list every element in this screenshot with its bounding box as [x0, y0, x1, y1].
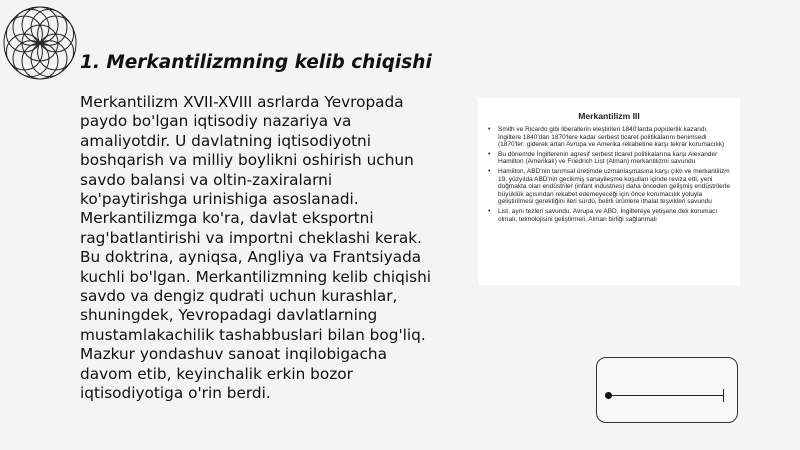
image-bullet: • List, aynı tezleri savundu. Avrupa ve ABD, İngiltereye yetişene dek korumacı olmalı, teknolojisini geliştirmeli, Alman birliği sağlanmalı: [498, 208, 730, 223]
rosette-ornament-icon: [2, 0, 78, 86]
playhead-dot-icon[interactable]: [605, 392, 612, 399]
slide-title: 1. Merkantilizmning kelib chiqishi: [80, 52, 432, 73]
slide-body-text: Merkantilizm XVII-XVIII asrlarda Yevropada paydo bo'lgan iqtisodiy nazariya va amaliyotdir. U davlatning iqtisodiyotni boshqarish va milliy boylikni oshirish uchun savdo balansi va oltin-zaxiralarni ko'paytirishga urinishiga asoslanadi. Merkantilizmga ko'ra, davlat eksportni rag'batlantirishi va importni cheklashi kerak. Bu doktrina, ayniqsa, Angliya va Frantsiyada kuchli bo'lgan. Merkantilizmning kelib chiqishi savdo va dengiz qudrati uchun kurashlar, shuningdek, Yevropadagi davlatlarning mustamlakachilik tashabbuslari bilan bog'liq. Mazkur yondashuv sanoat inqilobigacha davom etib, keyinchalik erkin bozor iqtisodiyotiga o'rin berdi.: [80, 93, 432, 403]
media-player-control[interactable]: [596, 357, 738, 423]
image-bullet: • Bu dönemde İngilterenin agresif serbest ticaret politikalarına karşı Alexander Hamilton (Amerikalı) ve Friedrich List (Alman) merkantilizmi savundu: [498, 151, 730, 166]
image-bullet-list: [478, 126, 740, 223]
image-title: Merkantilizm III: [578, 111, 640, 121]
seek-bar[interactable]: [608, 395, 723, 396]
image-bullet: • Smith ve Ricardo gibi liberallerin eleştirileri 1840'larda popülerlik kazandı. İngiltere 1840'dan 1870'lere kadar serbest ticaret politikalarını benimsedi (1870'ler: giderek artan Avrupa ve Amerika rekabetine karşı tekrar korumacılık): [498, 126, 730, 149]
image-bullet: • Hamilton, ABD'nin tarımsal üretimde uzmanlaşmasına karşı çıktı ve merkantilizm 19. yüzyılda ABD'nin gecikmiş sanayileşme koşulları içinde reviza etti, yeni doğmakta olan endüstriler (infant industries) daha önceden gelişmiş endüstrilerle büyüklük açısından rekabet edemeyeceği için önce korumacılık yoluyla geliştirilmesi gerektiğini ileri sürdü, belirli ürünlere ithalat teşvikleri savundu: [498, 168, 730, 206]
seek-end-marker: [723, 389, 724, 402]
embedded-slide-image: [478, 98, 740, 285]
